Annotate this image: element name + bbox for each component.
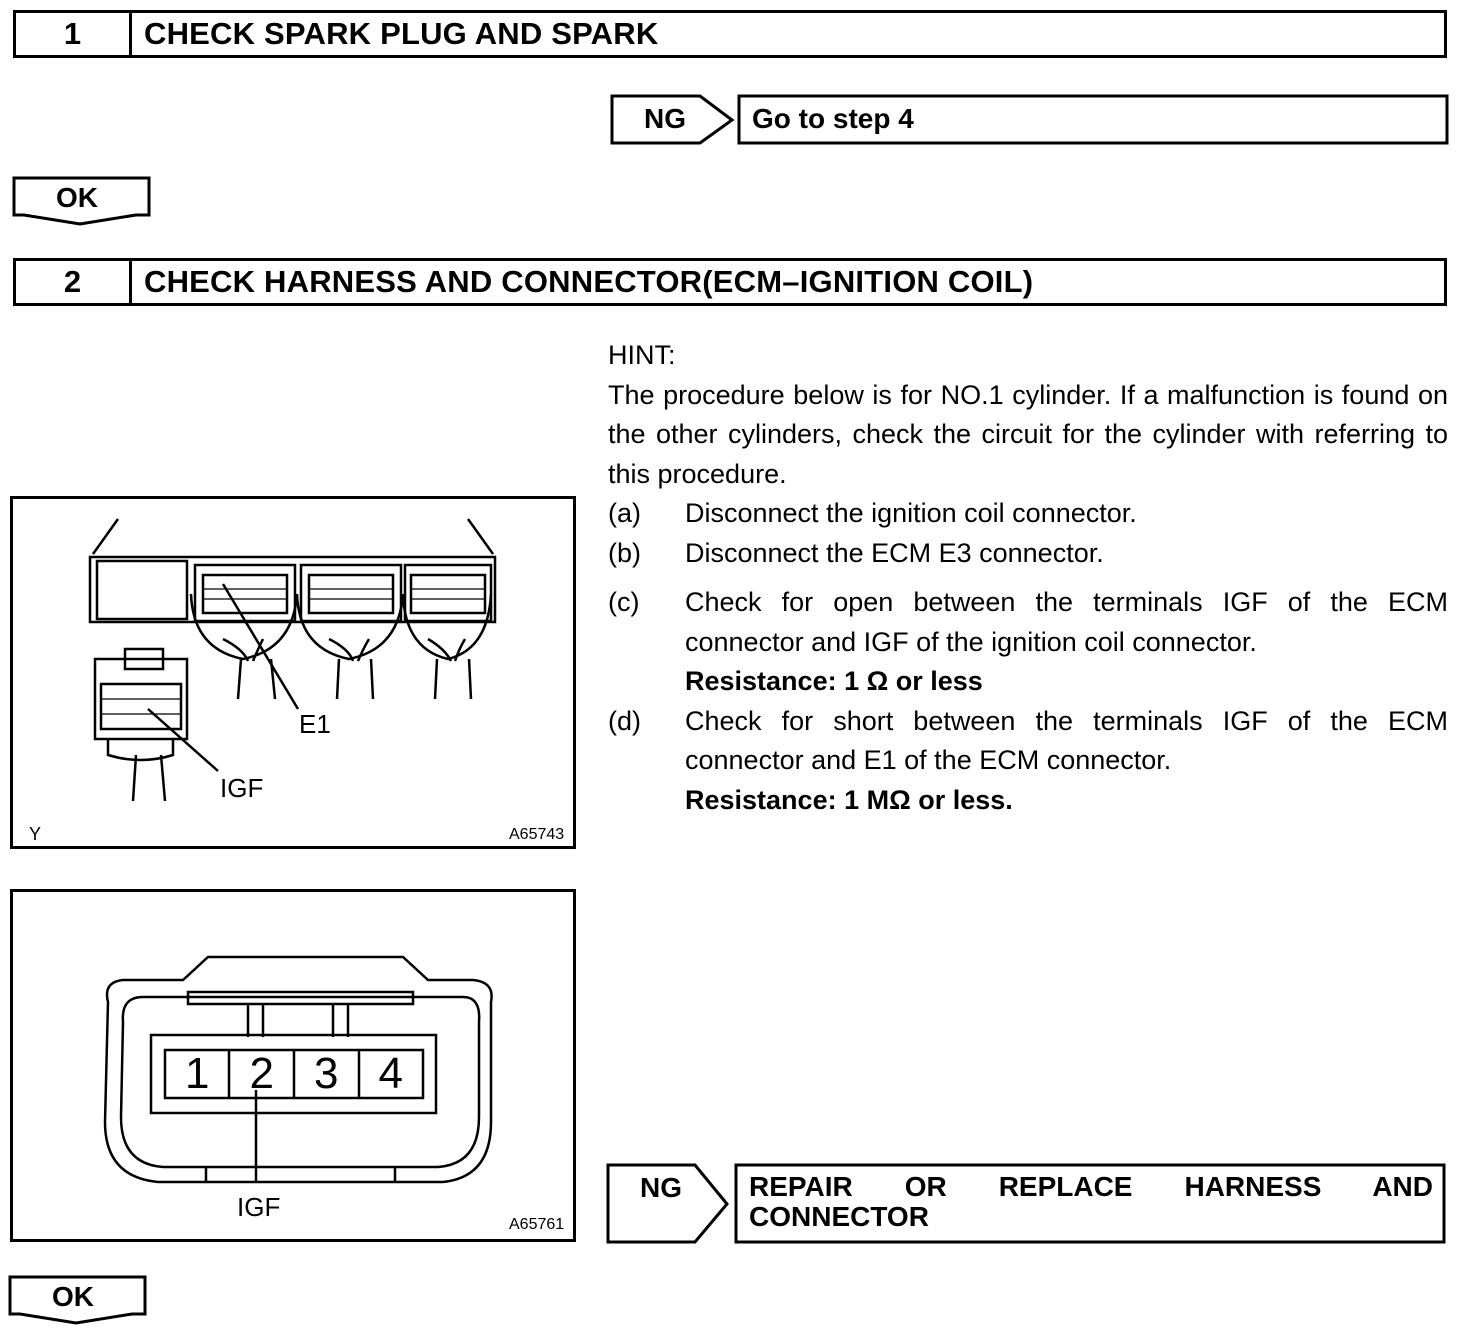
hint-heading: HINT:	[608, 340, 676, 370]
procedure-step-a	[608, 494, 1448, 534]
step-title: CHECK SPARK PLUG AND SPARK	[144, 16, 659, 51]
step-text: Disconnect the ECM E3 connector.	[685, 537, 1104, 568]
igf-terminal-label: IGF	[220, 773, 264, 803]
ng-result-line-1: REPAIR OR REPLACE HARNESS AND	[749, 1171, 1433, 1202]
figure-corner-letter: Y	[29, 824, 42, 844]
ng-result-text: Go to step 4	[752, 103, 914, 134]
ng-tag: NG	[640, 1172, 682, 1203]
step-text: Check for open between the terminals IGF of the ECM connector and IGF of the ignition coil connector.	[685, 587, 1448, 657]
ignition-coil-connector-figure	[10, 889, 576, 1242]
figure-code: A65743	[509, 826, 565, 843]
figure-code: A65761	[509, 1216, 565, 1233]
pin-3: 3	[314, 1049, 339, 1098]
ok-tag: OK	[56, 182, 98, 213]
step-label: (d)	[608, 705, 641, 736]
step-title: CHECK HARNESS AND CONNECTOR(ECM–IGNITION COIL)	[144, 264, 1034, 299]
pin-1: 1	[185, 1049, 210, 1098]
procedure-step-c	[608, 583, 1448, 702]
procedure-text	[608, 336, 1448, 820]
ecm-connector-figure	[10, 496, 576, 849]
hint-body: The procedure below is for NO.1 cylinder. If a malfunction is found on the other cylinders, check the circuit for the cylinder with referring to this procedure.	[608, 379, 1448, 489]
step-label: (c)	[608, 587, 640, 617]
ng-result-text	[749, 1172, 1433, 1232]
connector-pin-row	[165, 1050, 423, 1098]
step-text: Disconnect the ignition coil connector.	[685, 498, 1137, 528]
e1-terminal-label: E1	[299, 709, 331, 739]
step-2-header	[13, 258, 1447, 306]
ecm-connector-drawing	[13, 499, 573, 846]
step-text: Check for short between the terminals IGF of the ECM connector and E1 of the ECM connector.	[685, 705, 1448, 775]
pin-4: 4	[378, 1049, 403, 1098]
step-label: (b)	[608, 537, 641, 568]
step-spec: Resistance: 1 Ω or less	[685, 666, 983, 696]
ng-result-line-2: CONNECTOR	[749, 1201, 929, 1232]
procedure-step-b	[608, 534, 1448, 574]
step-label: (a)	[608, 498, 641, 528]
ok-tag: OK	[52, 1281, 94, 1312]
step-number: 1	[16, 13, 132, 55]
step-number: 2	[16, 261, 132, 303]
step-spec: Resistance: 1 MΩ or less.	[685, 784, 1013, 815]
procedure-step-d	[608, 702, 1448, 821]
igf-pin-label: IGF	[237, 1192, 281, 1222]
pin-2: 2	[249, 1049, 274, 1098]
ng-tag: NG	[644, 103, 686, 134]
